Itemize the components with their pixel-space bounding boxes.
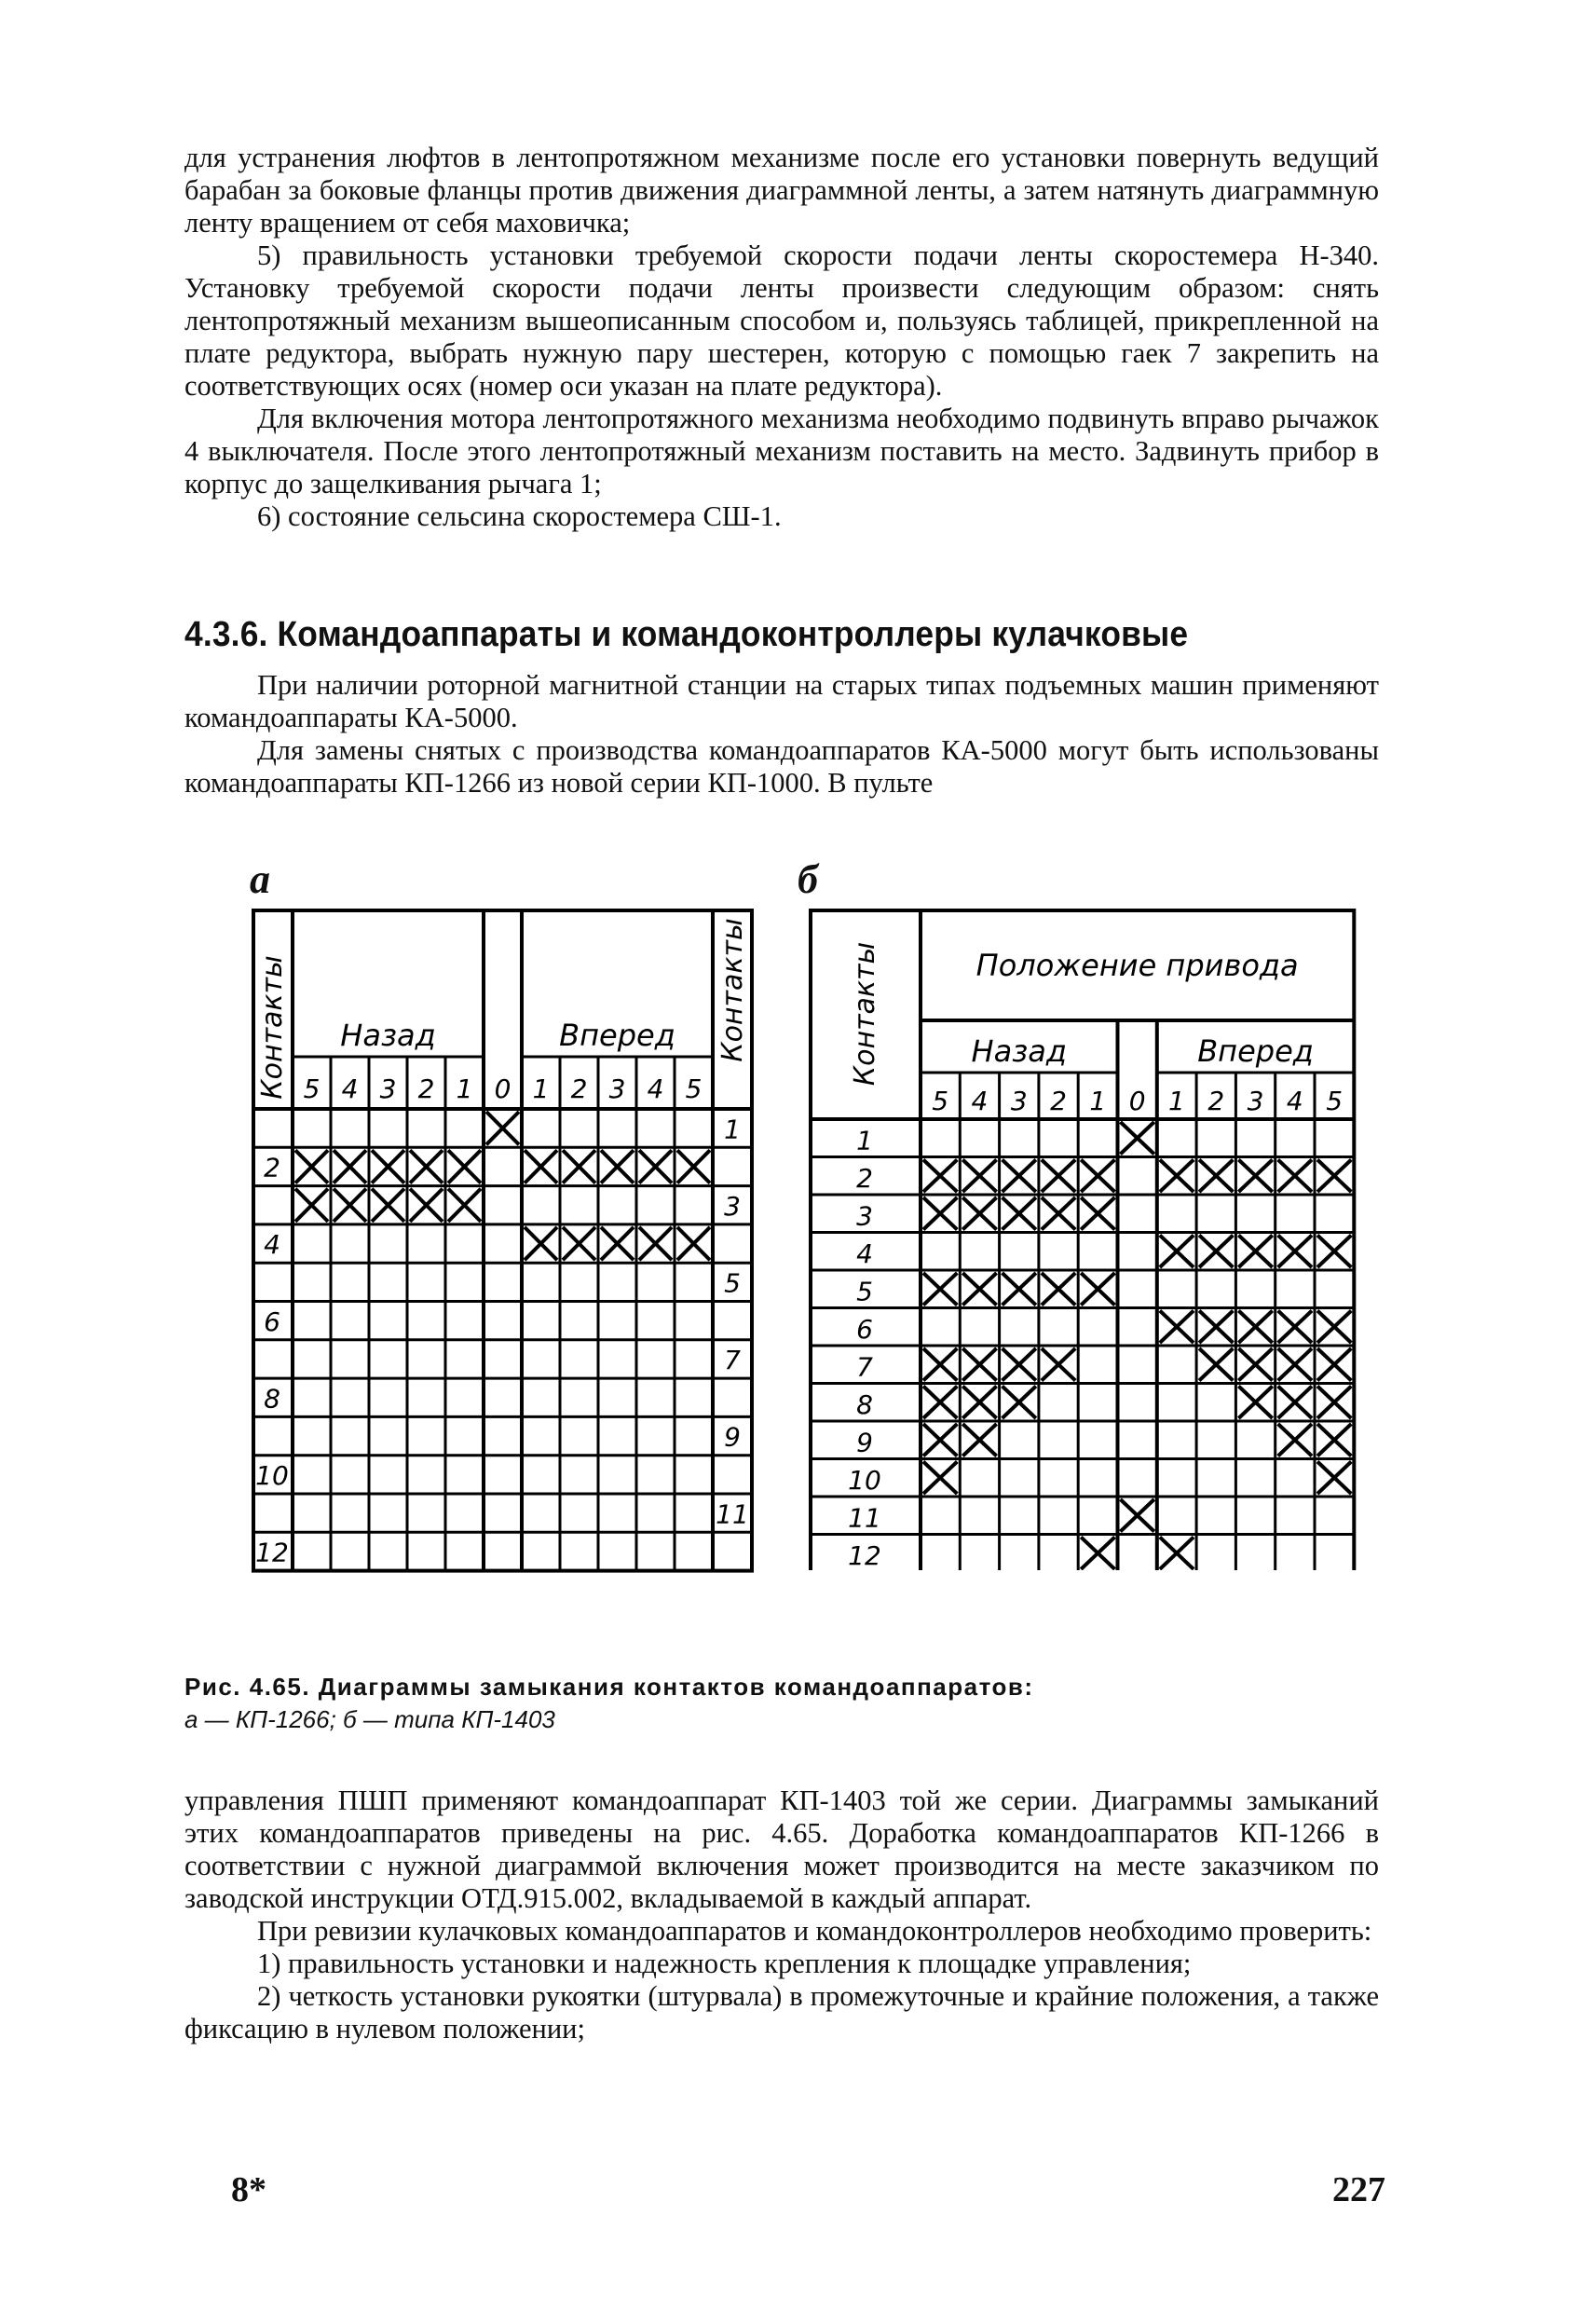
contact-number: 9 — [724, 1421, 741, 1453]
contact-number: 11 — [848, 1502, 881, 1534]
position-label: 5 — [1326, 1086, 1344, 1116]
contact-closed-mark — [962, 1387, 996, 1419]
contact-closed-mark — [410, 1189, 443, 1222]
contact-closed-mark — [1003, 1160, 1036, 1193]
contact-diagram-b — [809, 909, 1364, 1570]
contact-closed-mark — [525, 1227, 557, 1260]
forward-label: Вперед — [559, 1018, 675, 1053]
position-label: 5 — [303, 1073, 321, 1104]
contact-diagram-a — [252, 909, 762, 1579]
text-block-intro — [184, 669, 1379, 800]
contact-number: 2 — [264, 1152, 280, 1183]
text-block-bottom — [184, 1785, 1379, 2045]
contact-closed-mark — [1278, 1348, 1312, 1381]
contact-closed-mark — [962, 1424, 996, 1456]
contact-closed-mark — [1042, 1160, 1075, 1193]
contact-closed-mark — [410, 1150, 443, 1183]
contact-closed-mark — [563, 1227, 595, 1260]
position-label: 4 — [647, 1073, 664, 1104]
forward-label: Вперед — [1197, 1033, 1314, 1069]
paragraph: 2) четкость установки рукоятки (штурвала) в промежуточные и крайние положения, а также фиксацию в нулевом положении; — [184, 1980, 1379, 2044]
contact-closed-mark — [1278, 1236, 1312, 1268]
contact-number: 5 — [724, 1267, 741, 1299]
contact-number: 1 — [724, 1114, 741, 1145]
position-label: 4 — [1286, 1086, 1303, 1116]
contact-closed-mark — [525, 1150, 557, 1183]
contact-closed-mark — [1003, 1273, 1036, 1306]
contact-closed-mark — [1121, 1499, 1154, 1532]
contact-closed-mark — [1238, 1160, 1272, 1193]
contact-number: 1 — [856, 1125, 873, 1156]
contact-closed-mark — [1317, 1236, 1351, 1268]
back-label: Назад — [340, 1018, 436, 1053]
position-label: 1 — [532, 1073, 550, 1104]
contact-number: 12 — [255, 1537, 289, 1568]
paragraph: 5) правильность установки требуемой скорости подачи ленты скоростемера Н-340. Установку требуемой скорости подачи ленты произвести следующим образом: снять лентопротяжный механизм вышеописанным способом и, пользуясь таблицей, прикрепленной на плате редуктора, выбрать нужную пару шестерен, которую с помощью гаек 7 закрепить на соответствующих осях (номер оси указан на плате редуктора). — [184, 239, 1379, 402]
contact-number: 11 — [716, 1498, 749, 1530]
contact-closed-mark — [334, 1150, 366, 1183]
contact-closed-mark — [448, 1150, 481, 1183]
contact-closed-mark — [372, 1150, 404, 1183]
paragraph: При наличии роторной магнитной станции на старых типах подъемных машин применяют командоаппараты КА-5000. — [184, 669, 1379, 733]
contact-number: 4 — [856, 1238, 873, 1269]
contact-number: 12 — [848, 1540, 881, 1570]
contact-closed-mark — [1081, 1160, 1114, 1193]
contact-closed-mark — [486, 1112, 519, 1144]
contact-closed-mark — [923, 1160, 957, 1193]
contact-closed-mark — [563, 1150, 595, 1183]
contact-number: 7 — [724, 1345, 741, 1376]
paragraph: При ревизии кулачковых командоаппаратов и командоконтроллеров необходимо проверить: — [257, 1915, 1372, 1947]
position-label: 3 — [379, 1073, 397, 1104]
contact-closed-mark — [1278, 1387, 1312, 1419]
figure-label-a: а — [250, 856, 270, 902]
contact-closed-mark — [1238, 1311, 1272, 1344]
contact-closed-mark — [962, 1273, 996, 1306]
contact-closed-mark — [334, 1189, 366, 1222]
figure-caption — [184, 1671, 1034, 1736]
back-label: Назад — [971, 1033, 1067, 1069]
position-label: 2 — [1207, 1086, 1225, 1116]
contact-closed-mark — [1081, 1538, 1114, 1570]
position-label: 0 — [494, 1073, 512, 1104]
position-label: 1 — [1089, 1086, 1107, 1116]
paragraph: 1) правильность установки и надежность крепления к площадке управления; — [257, 1948, 1192, 1979]
contact-closed-mark — [1238, 1387, 1272, 1419]
contact-closed-mark — [1081, 1273, 1114, 1306]
contact-number: 6 — [856, 1314, 873, 1345]
contact-number: 10 — [848, 1465, 881, 1496]
contact-number: 8 — [264, 1383, 280, 1415]
contact-number: 4 — [264, 1229, 280, 1261]
contact-closed-mark — [1042, 1197, 1075, 1230]
contact-number: 8 — [856, 1389, 873, 1420]
contact-closed-mark — [1160, 1538, 1194, 1570]
position-label: 5 — [932, 1086, 949, 1116]
paragraph: 6) состояние сельсина скоростемера СШ-1. — [257, 500, 782, 532]
contact-closed-mark — [1317, 1462, 1351, 1495]
contact-closed-mark — [1317, 1311, 1351, 1344]
contacts-header-left: Контакты — [256, 955, 289, 1100]
position-label: 0 — [1128, 1086, 1146, 1116]
contact-closed-mark — [923, 1424, 957, 1456]
contact-closed-mark — [1081, 1197, 1114, 1230]
contact-closed-mark — [601, 1150, 634, 1183]
paragraph: Для включения мотора лентопротяжного механизма необходимо подвинуть вправо рычажок 4 выключателя. После этого лентопротяжный механизм поставить на место. Задвинуть прибор в корпус до защелкивания рычага 1; — [184, 403, 1379, 499]
contact-closed-mark — [1042, 1273, 1075, 1306]
contact-closed-mark — [677, 1150, 710, 1183]
position-label: 4 — [971, 1086, 989, 1116]
contact-closed-mark — [1160, 1236, 1194, 1268]
position-label: 3 — [1247, 1086, 1264, 1116]
contact-closed-mark — [1121, 1122, 1154, 1155]
section-heading: 4.3.6. Командоаппараты и командоконтроллеры кулачковые — [184, 615, 1189, 654]
contact-closed-mark — [677, 1227, 710, 1260]
contact-closed-mark — [1278, 1160, 1312, 1193]
position-label: 2 — [570, 1073, 588, 1104]
contact-number: 3 — [856, 1200, 873, 1232]
contact-closed-mark — [1317, 1424, 1351, 1456]
contacts-header: Контакты — [849, 941, 881, 1087]
contact-closed-mark — [923, 1197, 957, 1230]
contact-number: 3 — [724, 1190, 741, 1222]
contact-closed-mark — [1160, 1160, 1194, 1193]
contact-number: 2 — [856, 1163, 873, 1194]
contact-closed-mark — [372, 1189, 404, 1222]
position-label: 2 — [1050, 1086, 1067, 1116]
contact-closed-mark — [1199, 1160, 1233, 1193]
contact-closed-mark — [601, 1227, 634, 1260]
contact-closed-mark — [1199, 1348, 1233, 1381]
contact-number: 6 — [264, 1306, 280, 1337]
contact-closed-mark — [639, 1227, 672, 1260]
contact-closed-mark — [1317, 1387, 1351, 1419]
caption-subtitle: а — КП-1266; б — типа КП-1403 — [184, 1705, 555, 1733]
contact-number: 10 — [255, 1460, 289, 1491]
position-label: 5 — [685, 1073, 703, 1104]
position-label: 3 — [608, 1073, 626, 1104]
contact-closed-mark — [962, 1160, 996, 1193]
paragraph: для устранения люфтов в лентопротяжном механизме после его установки повернуть ведущий барабан за боковые фланцы против движения диаграммной ленты, а затем натянуть диаграммную ленту вращением от себя маховичка; — [184, 142, 1379, 239]
contact-closed-mark — [1238, 1236, 1272, 1268]
contact-closed-mark — [962, 1348, 996, 1381]
contact-closed-mark — [962, 1197, 996, 1230]
contact-closed-mark — [1317, 1160, 1351, 1193]
text-block-top — [184, 142, 1379, 533]
contact-closed-mark — [295, 1189, 328, 1222]
position-label: 1 — [1168, 1086, 1185, 1116]
contacts-header-right: Контакты — [716, 918, 749, 1062]
contact-closed-mark — [923, 1387, 957, 1419]
position-label: 3 — [1010, 1086, 1028, 1116]
contact-closed-mark — [1278, 1311, 1312, 1344]
contact-number: 5 — [856, 1276, 873, 1307]
contact-closed-mark — [1199, 1236, 1233, 1268]
contact-number: 9 — [856, 1427, 873, 1458]
paragraph: Для замены снятых с производства командоаппаратов КА-5000 могут быть использованы командоаппараты КП-1266 из новой серии КП-1000. В пульте — [184, 734, 1379, 799]
contact-closed-mark — [448, 1189, 481, 1222]
contact-closed-mark — [923, 1273, 957, 1306]
contact-closed-mark — [1278, 1424, 1312, 1456]
contact-number: 7 — [856, 1351, 873, 1383]
contact-closed-mark — [1003, 1348, 1036, 1381]
contact-closed-mark — [1042, 1348, 1075, 1381]
contact-closed-mark — [1238, 1348, 1272, 1381]
page-signature: 8* — [231, 2170, 266, 2209]
contact-closed-mark — [1003, 1387, 1036, 1419]
table-border — [253, 910, 752, 1571]
page-number: 227 — [1332, 2170, 1385, 2209]
contact-closed-mark — [1003, 1197, 1036, 1230]
caption-title: Рис. 4.65. Диаграммы замыкания контактов командоаппаратов: — [184, 1673, 1034, 1701]
figure-label-b: б — [798, 856, 818, 902]
contact-closed-mark — [639, 1150, 672, 1183]
contact-closed-mark — [923, 1348, 957, 1381]
paragraph: управления ПШП применяют командоаппарат КП-1403 той же серии. Диаграммы замыканий этих командоаппаратов приведены на рис. 4.65. Доработка командоаппаратов КП-1266 в соответствии с нужной диаграммой включения может производится на месте заказчиком по заводской инструкции ОТД.915.002, вкладываемой в каждый аппарат. — [184, 1785, 1379, 1914]
contact-closed-mark — [295, 1150, 328, 1183]
position-label: 1 — [456, 1073, 473, 1104]
contact-closed-mark — [1317, 1348, 1351, 1381]
drive-position-label: Положение привода — [975, 948, 1299, 983]
position-label: 2 — [417, 1073, 435, 1104]
table-border — [811, 910, 1354, 1570]
contact-closed-mark — [1160, 1311, 1194, 1344]
contact-closed-mark — [923, 1462, 957, 1495]
position-label: 4 — [341, 1073, 359, 1104]
contact-closed-mark — [1199, 1311, 1233, 1344]
